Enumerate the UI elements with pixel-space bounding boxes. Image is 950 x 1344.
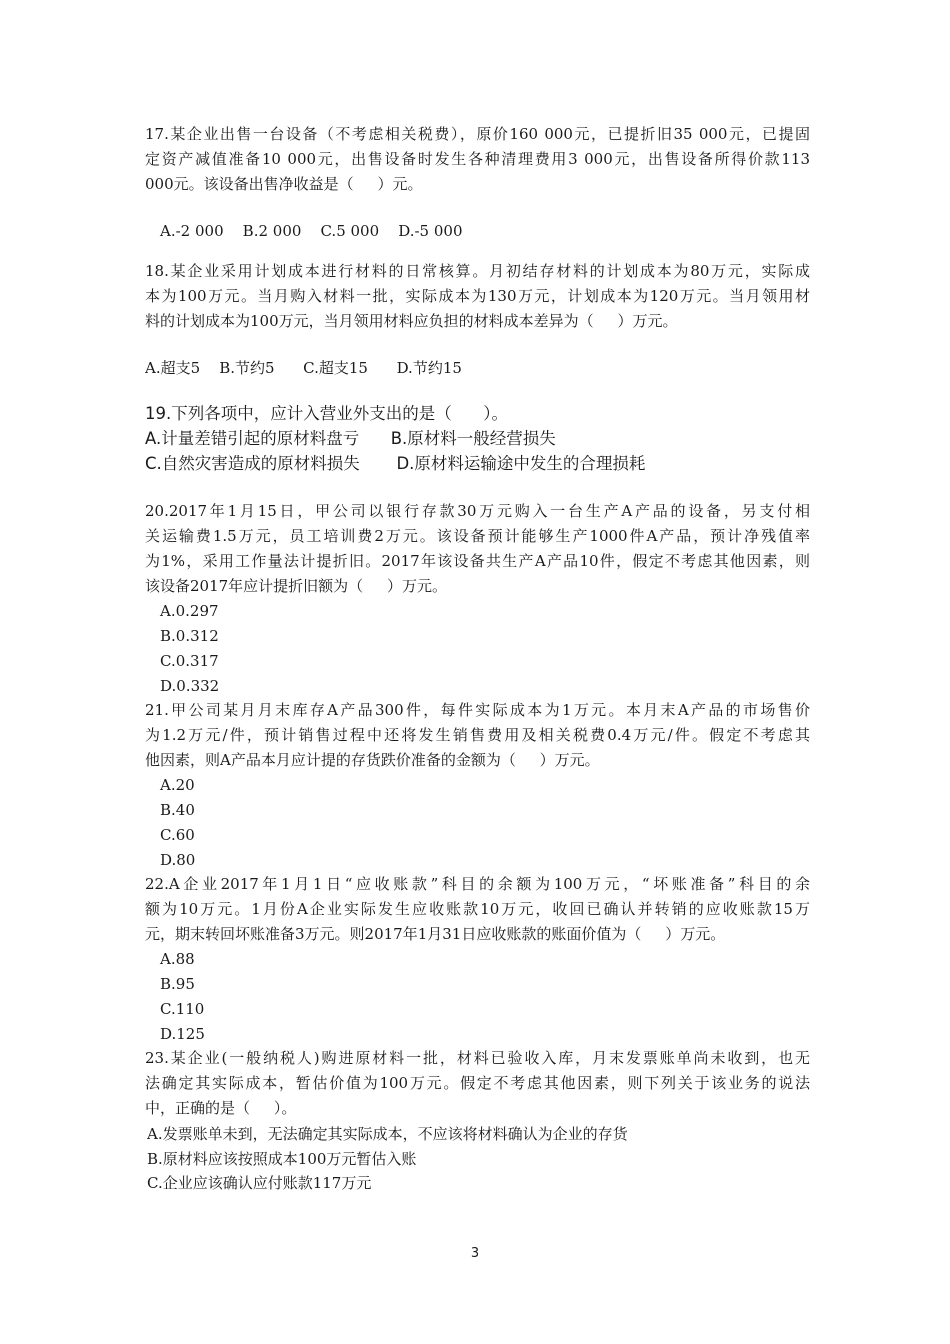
question-20-stem-line: 关运输费1.5万元，员工培训费2万元。该设备预计能够生产1000件A产品，预计净残值率 bbox=[145, 527, 810, 545]
question-23-stem-line: 23.某企业(一般纳税人)购进原材料一批，材料已验收入库，月末发票账单尚未收到，也无 bbox=[145, 1049, 810, 1067]
question-21-stem-line: 21.甲公司某月月末库存A产品300件，每件实际成本为1万元。本月末A产品的市场售价 bbox=[145, 701, 810, 719]
question-21-option: A.20 bbox=[160, 776, 195, 794]
question-23-option: B.原材料应该按照成本100万元暂估入账 bbox=[147, 1149, 417, 1168]
question-17-options bbox=[145, 219, 810, 244]
question-23 bbox=[145, 1046, 810, 1121]
question-22-stem-line: 额为10万元。1月份A企业实际发生应收账款10万元，收回已确认并转销的应收账款15万 bbox=[145, 900, 810, 918]
question-22 bbox=[145, 872, 810, 947]
question-19-options-line: C.自然灾害造成的原材料损失 D.原材料运输途中发生的合理损耗 bbox=[145, 454, 646, 473]
question-20-stem-line: 该设备2017年应计提折旧额为（ ）万元。 bbox=[145, 577, 448, 595]
question-20-option: C.0.317 bbox=[160, 652, 219, 670]
question-23-stem-line: 法确定其实际成本，暂估价值为100万元。假定不考虑其他因素，则下列关于该业务的说法 bbox=[145, 1074, 810, 1092]
question-20-option: B.0.312 bbox=[160, 627, 219, 645]
question-21-option: D.80 bbox=[160, 851, 196, 869]
question-19-options-line: A.计量差错引起的原材料盘亏 B.原材料一般经营损失 bbox=[145, 429, 556, 448]
question-23-options bbox=[147, 1122, 812, 1196]
question-21-option: B.40 bbox=[160, 801, 195, 819]
question-20-stem-line: 为1%，采用工作量法计提折旧。2017年该设备共生产A产品10件，假定不考虑其他因素，则 bbox=[145, 552, 810, 570]
question-18-stem-line: 18.某企业采用计划成本进行材料的日常核算。月初结存材料的计划成本为80万元，实际成 bbox=[145, 262, 810, 280]
question-21-option: C.60 bbox=[160, 826, 195, 844]
question-22-option: D.125 bbox=[160, 1025, 205, 1043]
question-17-stem-line: 定资产减值准备10 000元，出售设备时发生各种清理费用3 000元，出售设备所得价款113 bbox=[145, 150, 810, 168]
question-21 bbox=[145, 698, 810, 773]
question-21-options bbox=[145, 773, 810, 873]
question-21-stem-line: 为1.2万元/件，预计销售过程中还将发生销售费用及相关税费0.4万元/件。假定不考虑其 bbox=[145, 726, 810, 744]
question-20-options bbox=[145, 599, 810, 699]
question-17-options-line: A.-2 000 B.2 000 C.5 000 D.-5 000 bbox=[160, 222, 463, 240]
question-22-option: C.110 bbox=[160, 1000, 205, 1018]
question-23-option: A.发票账单未到，无法确定其实际成本，不应该将材料确认为企业的存货 bbox=[147, 1125, 628, 1143]
question-19-stem: 19.下列各项中，应计入营业外支出的是（ ）。 bbox=[145, 404, 508, 423]
question-20-option: A.0.297 bbox=[160, 602, 219, 620]
question-21-stem-line: 他因素，则A产品本月应计提的存货跌价准备的金额为（ ）万元。 bbox=[145, 751, 600, 769]
question-22-stem-line: 元，期末转回坏账准备3万元。则2017年1月31日应收账款的账面价值为（ ）万元。 bbox=[145, 925, 726, 943]
question-22-stem-line: 22.A企业2017年1月1日“应收账款”科目的余额为100万元，“坏账准备”科目的余 bbox=[145, 875, 810, 893]
question-18-stem-line: 料的计划成本为100万元，当月领用材料应负担的材料成本差异为（ ）万元。 bbox=[145, 312, 678, 330]
question-18 bbox=[145, 259, 810, 334]
question-22-options bbox=[145, 947, 810, 1047]
question-22-option: A.88 bbox=[160, 950, 195, 968]
question-18-options-line: A.超支5 B.节约5 C.超支15 D.节约15 bbox=[145, 359, 462, 377]
question-18-options bbox=[145, 356, 810, 381]
question-17 bbox=[145, 122, 810, 197]
question-17-stem-line: 17.某企业出售一台设备（不考虑相关税费），原价160 000元，已提折旧35 000元，已提固 bbox=[145, 125, 810, 143]
question-18-stem-line: 本为100万元。当月购入材料一批，实际成本为130万元，计划成本为120万元。当月领用材 bbox=[145, 287, 810, 305]
question-20-option: D.0.332 bbox=[160, 677, 220, 695]
question-20-stem-line: 20.2017年1月15日，甲公司以银行存款30万元购入一台生产A产品的设备，另支付相 bbox=[145, 502, 810, 520]
question-23-option: C.企业应该确认应付账款117万元 bbox=[147, 1174, 372, 1192]
question-22-option: B.95 bbox=[160, 975, 195, 993]
question-23-stem-line: 中，正确的是（ ）。 bbox=[145, 1099, 297, 1117]
page-number: 3 bbox=[470, 1246, 480, 1261]
question-20 bbox=[145, 499, 810, 599]
question-17-stem-line: 000元。该设备出售净收益是（ ）元。 bbox=[145, 175, 423, 193]
question-19 bbox=[145, 401, 810, 476]
